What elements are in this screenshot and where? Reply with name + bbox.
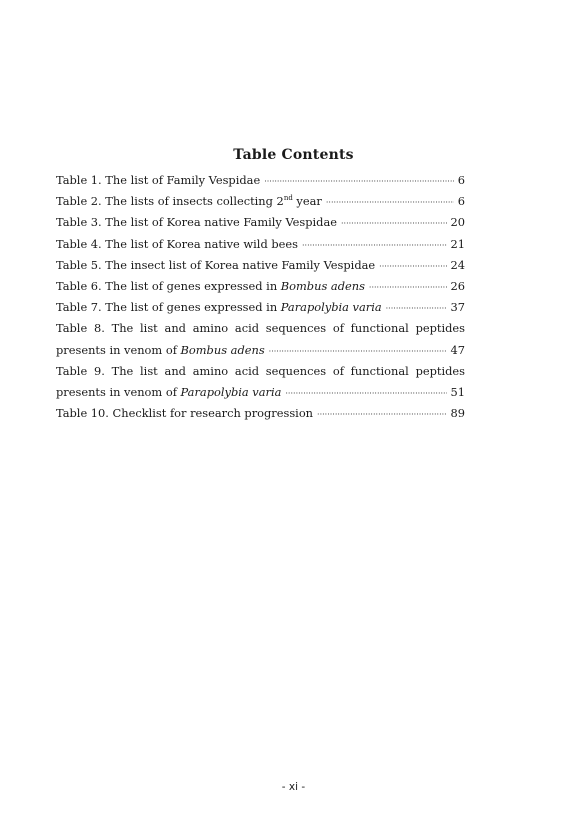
- toc-entry-page: 89: [450, 406, 465, 421]
- toc-entry-table-2[interactable]: [56, 191, 465, 212]
- toc-entry-label: [56, 276, 365, 297]
- toc-entry-page: 20: [450, 215, 465, 230]
- toc-entry-table-7[interactable]: [56, 297, 465, 318]
- species-name: Parapolybia varia: [180, 384, 282, 399]
- dot-leader: [326, 192, 454, 213]
- toc-entry-label: Table 5. The insect list of Korea native Family Vespidae: [56, 257, 376, 272]
- dot-leader: [264, 171, 454, 192]
- toc-entry-label-line1: Table 9. The list and amino acid sequences of functional peptides: [56, 363, 465, 378]
- toc-entry-page: 26: [450, 278, 465, 293]
- dot-leader: [386, 298, 447, 319]
- toc-entry-label: Table 1. The list of Family Vespidae: [56, 173, 261, 187]
- toc-entry-table-8-line-2[interactable]: [56, 340, 465, 361]
- toc-entry-table-9-line-1[interactable]: [56, 361, 465, 382]
- toc-entry-label: [56, 340, 265, 361]
- toc-entry-label-text: Table 7. The list of genes expressed in: [56, 300, 281, 315]
- toc-entry-page: 21: [450, 236, 465, 251]
- dot-leader: [269, 341, 447, 362]
- toc-entry-label-text: Table 6. The list of genes expressed in: [56, 278, 281, 293]
- table-contents-list: [56, 170, 465, 424]
- dot-leader: [341, 213, 447, 234]
- toc-entry-label-text: presents in venom of: [56, 384, 181, 399]
- species-name: Bombus adens: [280, 278, 365, 293]
- toc-entry-page: 6: [457, 194, 465, 209]
- page-number-footer: - xi -: [281, 781, 306, 793]
- ordinal-superscript: nd: [283, 194, 293, 203]
- toc-entry-label-line1: Table 8. The list and amino acid sequences of functional peptides: [56, 321, 465, 336]
- toc-entry-label: [56, 297, 382, 318]
- dot-leader: [317, 404, 446, 425]
- toc-entry-label-suffix: year: [292, 194, 322, 209]
- toc-entry-page: 6: [457, 173, 465, 187]
- toc-entry-label: Table 3. The list of Korea native Family Vespidae: [56, 215, 337, 230]
- toc-entry-table-10[interactable]: [56, 403, 465, 424]
- toc-entry-table-4[interactable]: [56, 234, 465, 255]
- toc-entry-label: [56, 382, 281, 403]
- toc-entry-label-text: presents in venom of: [56, 342, 181, 357]
- toc-entry-label: Table 10. Checklist for research progression: [56, 406, 314, 421]
- dot-leader: [285, 383, 446, 404]
- toc-entry-page: 24: [450, 257, 465, 272]
- toc-entry-page: 51: [450, 384, 465, 399]
- toc-entry-label-text: Table 2. The lists of insects collecting 2: [56, 194, 284, 209]
- dot-leader: [302, 235, 447, 256]
- toc-entry-label: [56, 191, 322, 212]
- toc-entry-table-1[interactable]: [56, 170, 465, 191]
- toc-entry-page: 47: [450, 342, 465, 357]
- toc-entry-table-9-line-2[interactable]: [56, 382, 465, 403]
- toc-entry-label: Table 4. The list of Korea native wild bees: [56, 236, 298, 251]
- toc-entry-page: 37: [450, 300, 465, 315]
- toc-entry-table-6[interactable]: [56, 276, 465, 297]
- toc-entry-table-8-line-1[interactable]: [56, 318, 465, 339]
- dot-leader: [379, 256, 446, 277]
- toc-entry-table-5[interactable]: [56, 255, 465, 276]
- page-title: Table Contents: [233, 147, 354, 163]
- species-name: Bombus adens: [180, 342, 265, 357]
- toc-entry-table-3[interactable]: [56, 212, 465, 233]
- species-name: Parapolybia varia: [280, 300, 382, 315]
- dot-leader: [369, 277, 447, 298]
